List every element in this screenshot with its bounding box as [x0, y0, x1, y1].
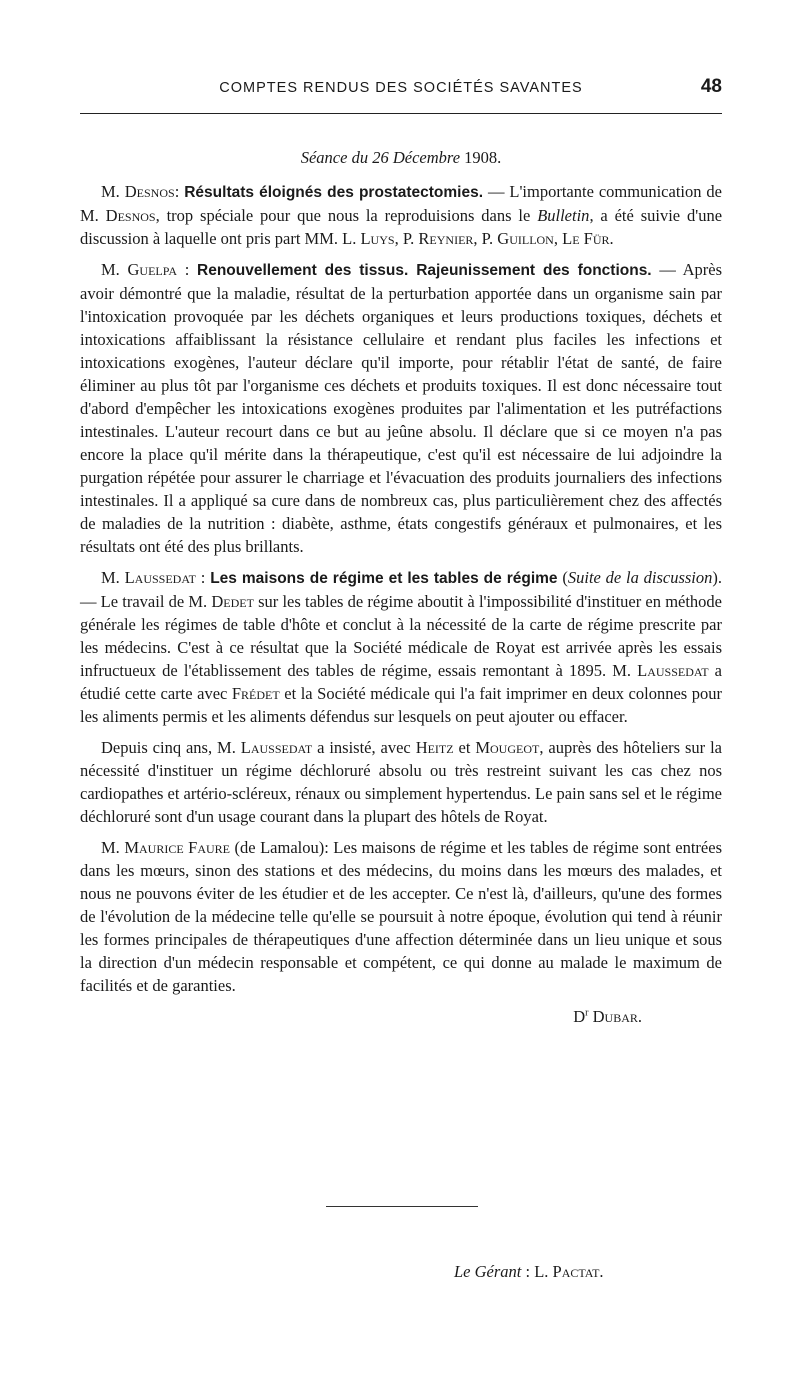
paragraph-body: — Après avoir démontré que la maladie, résultat de la perturbation apportée dans un organisme sain par l'intoxication provoquée par les déchets organiques et leurs productions toxiques, déchets et intoxications affaiblissant la résistance cellulaire et rendant plus faciles les infections et intoxications exogènes, l'auteur déclare qu'il importe, pour rétablir l'état de santé, de faire éliminer au plus tôt par l'organisme ces déchets et produits toxiques. Il est donc nécessaire tout d'abord d'empêcher les intoxications exogènes produites par l'alimentation et les putréfactions intestinales. L'auteur recourt dans ce but au jeûne absolu. Il déclare que si ce moyen n'a pas encore la place qu'il mérite dans la thérapeutique, c'est qu'il est nécessaire de lui adjoindre la purgation répétée pour assurer le charriage et l'évacuation des produits journaliers des infections intestinales. Il a appliqué sa cure dans de nombreux cas, plus particulièrement chez des affectés de maladies de la nutrition : diabète, asthme, états congestifs généraux et pulmonaires, et les résultats ont été des plus brillants.	[80, 260, 723, 556]
separator: ,	[553, 229, 563, 248]
body-fragment: , auprès des hôteliers sur la nécessité d'instituer un régime déchloruré absolu ou très restreint suivant les cas chez nos cardiopathes et artério-scléreux, rénaux ou simplement hypertendus. Le pain sans sel et le régime déchloruré sont d'un usage courant dans la plupart des hôtels de Royat.	[80, 738, 722, 826]
page-number: 48	[700, 76, 722, 97]
running-title: COMPTES RENDUS DES SOCIÉTÉS SAVANTES	[219, 80, 583, 96]
session-heading	[80, 146, 722, 169]
paragraph-laussedat-continued	[80, 736, 722, 828]
person-name: Desnos	[105, 206, 156, 225]
speaker-name: Maurice Faure	[124, 838, 230, 857]
person-name: Reynier	[418, 229, 474, 248]
speaker-prefix: M.	[101, 182, 120, 201]
suite-note: Suite de la discussion	[567, 568, 713, 587]
paper-title: Les maisons de régime et les tables de régime	[210, 570, 558, 587]
person-name: Laussedat	[637, 661, 709, 680]
paragraph-desnos	[80, 180, 722, 250]
colon: :	[196, 568, 206, 587]
paragraph-laussedat	[80, 566, 722, 728]
person-name: Guillon	[497, 229, 554, 248]
speaker-prefix: M.	[101, 568, 120, 587]
signature	[80, 1005, 642, 1028]
paragraph-guelpa	[80, 258, 722, 558]
body-fragment: et	[453, 738, 476, 757]
body-fragment: Depuis cinq ans, M.	[101, 738, 241, 757]
session-heading-du: du	[351, 148, 369, 167]
person-name: Frédet	[231, 684, 280, 703]
separator: , P.	[394, 229, 419, 248]
end-ornament-rule	[326, 1206, 478, 1207]
header-rule	[80, 113, 722, 114]
speaker-prefix: M.	[101, 838, 120, 857]
person-name: Laussedat	[240, 738, 313, 757]
colon: :	[177, 260, 190, 279]
manager-colon: :	[521, 1262, 535, 1281]
body-text	[80, 146, 722, 1028]
paragraph-faure	[80, 836, 722, 997]
signature-title-sup: r	[585, 1007, 589, 1019]
body-fragment: — Le travail de M.	[80, 592, 212, 611]
session-heading-date: 26 Décembre	[372, 148, 461, 167]
manager-name: L. Pactat.	[534, 1262, 604, 1281]
body-fragment: a insisté, avec	[312, 738, 416, 757]
body-fragment: et la Société médicale qui l'a fait imprimer en deux colonnes pour les aliments permis et les aliments défendus sur lesquels on peut ajouter ou effacer.	[80, 684, 722, 726]
session-heading-prefix: Séance	[300, 148, 348, 167]
person-name: Le Für	[562, 229, 610, 248]
speaker-name: Guelpa	[127, 260, 177, 279]
paragraph-body: (de Lamalou): Les maisons de régime et les tables de régime sont entrées dans les mœurs, sinon des stations et des médecins, du moins dans les mœurs des malades, et nous ne pouvons éviter de les étudier et de les accepter. Ce n'est là, d'ailleurs, qu'une des formes de l'évolution de la médecine telle qu'elle se poursuit à notre époque, évolution qui tend à réunir les formes principales de thérapeutiques d'une affection déterminée dans un lieu unique et sous la direction d'un médecin responsable et compétent, ce qui donne au malade le maximum de facilités et de garanties.	[80, 838, 722, 995]
separator: , P.	[473, 229, 498, 248]
person-name: Dedet	[211, 592, 254, 611]
paren-close: ).	[712, 568, 723, 587]
manager-label: Le Gérant	[454, 1262, 522, 1281]
body-fragment: , trop spéciale pour que nous la reproduisions dans le	[155, 206, 538, 225]
running-head	[80, 76, 722, 102]
manager-line	[454, 1262, 604, 1282]
speaker-prefix: M.	[101, 260, 120, 279]
session-heading-year: 1908.	[464, 148, 502, 167]
speaker-name: Laussedat	[124, 568, 197, 587]
body-fragment: , a été suivie d'une discussion à laquelle ont pris part MM. L.	[80, 206, 723, 248]
signature-title: D	[573, 1007, 586, 1026]
paren-open: (	[557, 568, 568, 587]
colon: :	[174, 182, 180, 201]
paper-title: Renouvellement des tissus. Rajeunissement des fonctions.	[197, 262, 652, 279]
paper-title: Résultats éloignés des prostatectomies.	[184, 184, 483, 201]
speaker-name: Desnos	[124, 182, 175, 201]
body-fragment: sur les tables de régime aboutit à l'impossibilité d'instituer en méthode générale les régimes de table d'hôte et conclut à la nécessité de la carte de régime prescrite par les médecins. C'est à ce résultat que la Société médicale de Royat est arrivée après les essais infructueux de l'établissement des tables de régime, essais remontant à 1895. M.	[80, 592, 723, 680]
bulletin-title: Bulletin	[537, 206, 590, 225]
body-fragment: — L'importante communication de M.	[80, 182, 723, 225]
person-name: Mougeot	[475, 738, 540, 757]
signature-name: Dubar.	[592, 1007, 642, 1026]
person-name: Heitz	[415, 738, 454, 757]
sentence-end: .	[609, 229, 614, 248]
body-fragment: a étudié cette carte avec	[80, 661, 722, 703]
person-name: Luys	[360, 229, 395, 248]
